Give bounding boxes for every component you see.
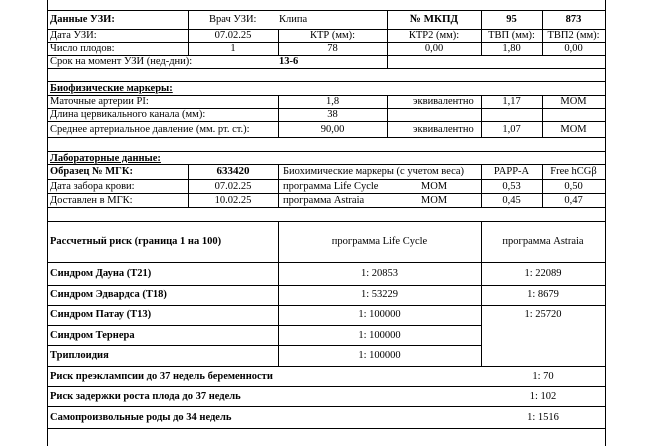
bio-mom-label: МОМ: [560, 124, 587, 135]
us-heading: Данные УЗИ:: [50, 14, 115, 25]
delivered-program: программа Astraia: [283, 195, 365, 206]
risk-row-astraia: 1: 8679: [527, 289, 559, 300]
risk-heading: Рассчетный риск (граница 1 на 100): [50, 236, 222, 247]
fetus-count: 1: [230, 43, 236, 54]
wide-risk-value: 1: 70: [532, 371, 554, 382]
wide-risk-value: 1: 102: [529, 391, 557, 402]
term-label: Срок на момент УЗИ (нед-дни):: [50, 56, 193, 67]
risk-row-lifecycle: 1: 100000: [358, 309, 401, 320]
fetus-label: Число плодов:: [50, 43, 115, 54]
collect-papp: 0,53: [502, 181, 521, 192]
ktr2-label: КТР2 (мм):: [408, 30, 460, 41]
col-lifecycle: программа Life Cycle: [331, 236, 428, 247]
delivered-papp: 0,45: [502, 195, 521, 206]
collect-hcg: 0,50: [564, 181, 583, 192]
sample-label: Образец № МГК:: [50, 166, 133, 177]
table-border-left: [47, 0, 48, 446]
mkpd-b: 873: [565, 14, 582, 25]
bio-row-label: Среднее артериальное давление (мм. рт. ст.):: [50, 124, 250, 135]
risk-row-label: Триплоидия: [50, 350, 109, 361]
lab-heading: Лабораторные данные:: [50, 153, 161, 164]
collect-date: 07.02.25: [214, 181, 252, 192]
risk-row-astraia: 1: 22089: [524, 268, 562, 279]
risk-row-astraia: 1: 25720: [524, 309, 562, 320]
delivered-hcg: 0,47: [564, 195, 583, 206]
risk-row-lifecycle: 1: 100000: [358, 350, 401, 361]
mkpd-label: № МКПД: [409, 13, 459, 25]
bio-row-value: 90,00: [320, 124, 345, 135]
collect-label: Дата забора крови:: [50, 181, 135, 192]
delivered-mom: МОМ: [420, 195, 448, 206]
risk-row-label: Синдром Эдвардса (Т18): [50, 289, 167, 300]
bio-heading: Биофизические маркеры:: [50, 83, 173, 94]
bio-row-label: Длина цервикального канала (мм):: [50, 109, 206, 120]
mkpd-a: 95: [506, 14, 517, 25]
sample-number: 633420: [216, 165, 250, 177]
wide-risk-value: 1: 1516: [527, 412, 559, 423]
risk-row-lifecycle: 1: 100000: [358, 330, 401, 341]
bio-row-value: 1,8: [325, 96, 340, 107]
collect-mom: МОМ: [420, 181, 448, 192]
report-page: [47, 0, 607, 446]
clinic-name: Клипа: [279, 14, 308, 25]
ktr2-value: 0,00: [424, 43, 444, 54]
wide-risk-label: Риск задержки роста плода до 37 недель: [50, 391, 241, 402]
papp-header: PAPP-A: [493, 166, 530, 177]
risk-row-label: Синдром Патау (Т13): [50, 309, 152, 320]
tvp-value: 1,80: [502, 43, 521, 54]
tvp-label: ТВП (мм):: [488, 30, 535, 41]
us-date: 07.02.25: [214, 30, 252, 41]
us-date-label: Дата УЗИ:: [50, 30, 97, 41]
hcg-header: Free hCGβ: [550, 166, 597, 177]
delivered-date: 10.02.25: [214, 195, 252, 206]
doctor-label: Врач УЗИ:: [209, 14, 257, 25]
table-border-right: [605, 0, 606, 446]
risk-row-lifecycle: 1: 53229: [360, 289, 399, 300]
tvp2-value: 0,00: [564, 43, 583, 54]
bio-equiv: эквивалентно: [413, 96, 474, 107]
bio-row-mom: 1,17: [502, 96, 521, 107]
tvp2-label: ТВП2 (мм):: [547, 30, 600, 41]
ktr-label: КТР (мм):: [309, 30, 356, 41]
risk-row-lifecycle: 1: 20853: [360, 268, 399, 279]
bio-row-value: 38: [327, 109, 338, 120]
col-astraia: программа Astraia: [502, 236, 584, 247]
bio-mom-label: МОМ: [560, 96, 587, 107]
delivered-label: Доставлен в МГК:: [50, 195, 133, 206]
bio-equiv: эквивалентно: [413, 124, 474, 135]
risk-row-label: Синдром Тернера: [50, 330, 135, 341]
risk-row-label: Синдром Дауна (Т21): [50, 268, 152, 279]
collect-program: программа Life Cycle: [283, 181, 379, 192]
wide-risk-label: Риск преэклампсии до 37 недель беременности: [50, 371, 273, 382]
term-value: 13-6: [279, 56, 299, 67]
bio-row-label: Маточные артерии PI:: [50, 96, 149, 107]
bio-markers-header: Биохимические маркеры (с учетом веса): [283, 166, 465, 177]
wide-risk-label: Самопроизвольные роды до 34 недель: [50, 412, 232, 423]
ktr-value: 78: [327, 43, 338, 54]
bio-row-mom: 1,07: [502, 124, 521, 135]
